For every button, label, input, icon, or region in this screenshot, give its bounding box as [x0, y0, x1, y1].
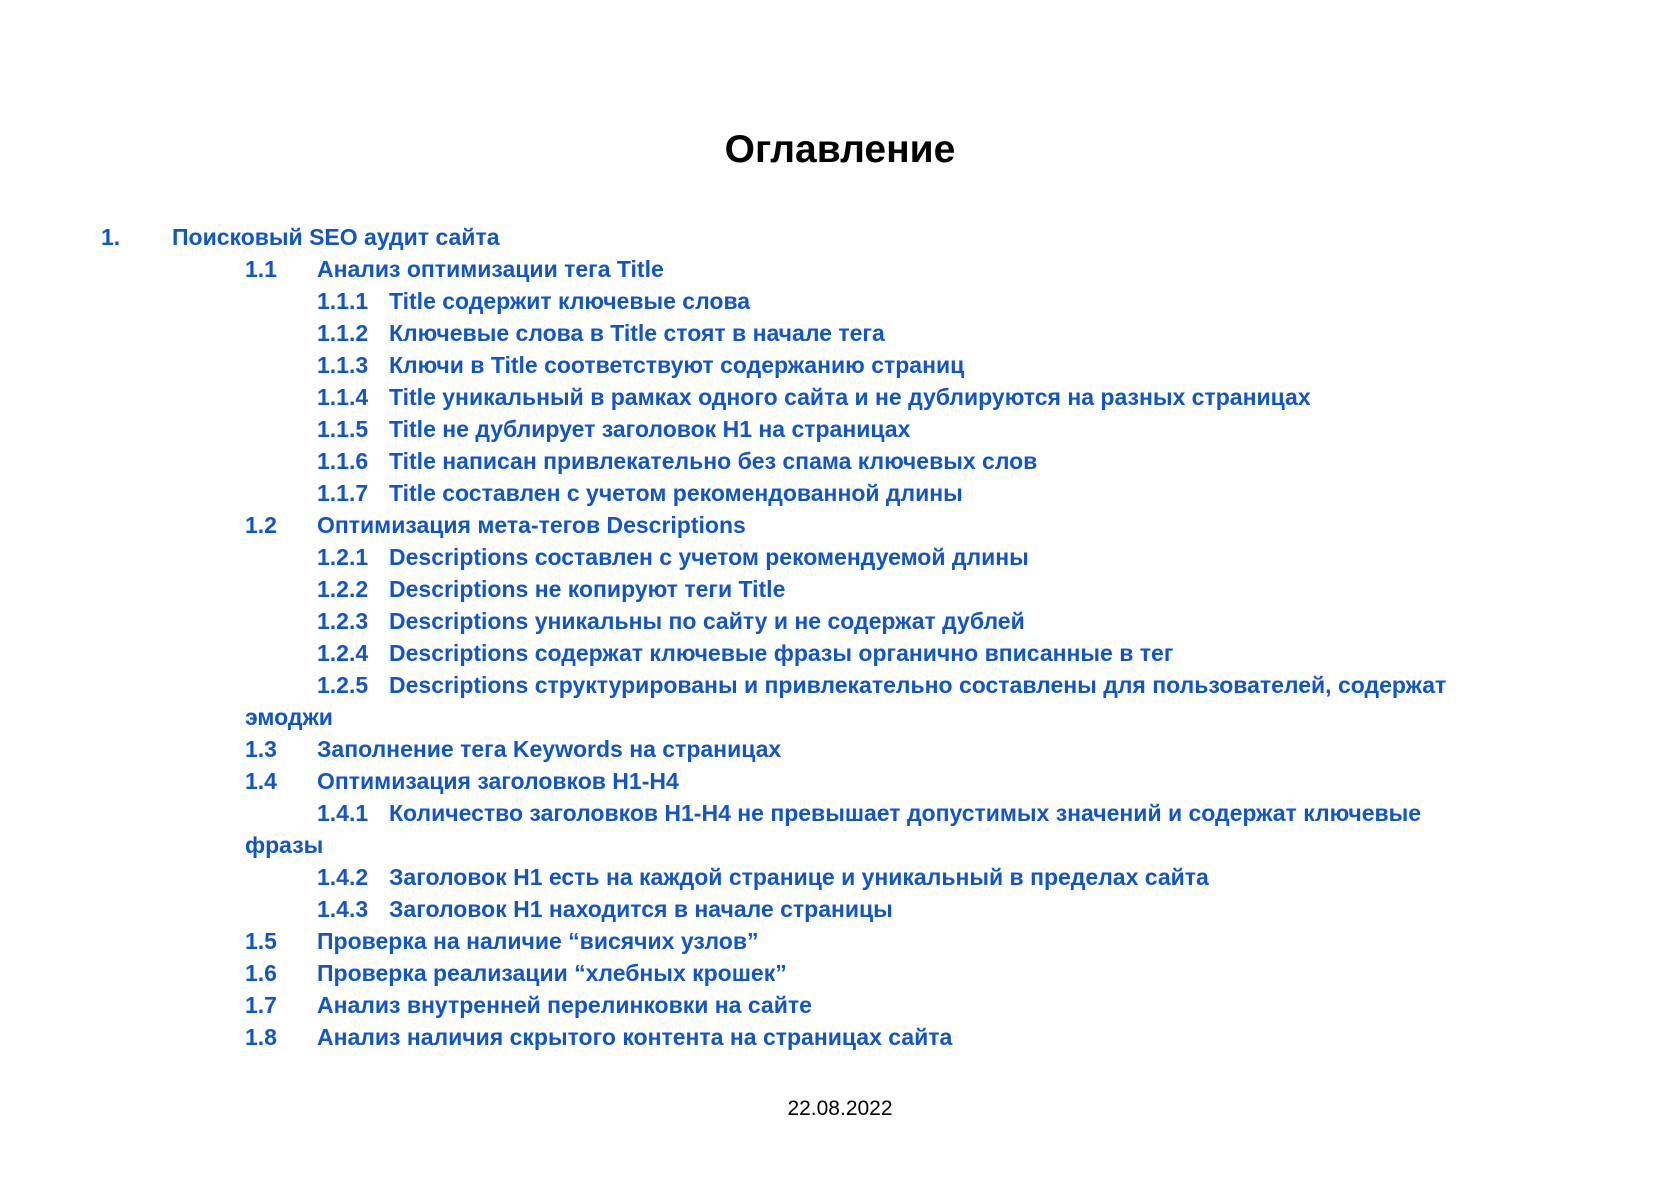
toc-link-1-2-5[interactable] [0, 669, 1680, 733]
toc-number: 1.2.4 [317, 640, 369, 666]
toc-link-1-4-2[interactable] [0, 861, 1680, 893]
toc-link-1-2-4[interactable] [0, 637, 1680, 669]
toc-text-continuation: эмоджи [245, 704, 333, 730]
toc-number: 1.8 [245, 1024, 277, 1050]
toc-text: Проверка реализации “хлебных крошек” [317, 960, 787, 986]
toc-link-1-4[interactable] [0, 765, 1680, 797]
toc-link-1-5[interactable] [0, 925, 1680, 957]
toc-text: Descriptions составлен с учетом рекомендуемой длины [389, 544, 1029, 570]
toc-link-1-2[interactable] [0, 509, 1680, 541]
toc-number: 1.1.4 [317, 384, 369, 410]
toc-number: 1. [101, 224, 121, 250]
toc-text: Поисковый SEO аудит сайта [172, 224, 500, 250]
toc-link-1-1-5[interactable] [0, 413, 1680, 445]
toc-number: 1.2 [245, 512, 277, 538]
toc-link-1-7[interactable] [0, 989, 1680, 1021]
toc-number: 1.4 [245, 768, 277, 794]
toc-link-1-1-4[interactable] [0, 381, 1680, 413]
footer-date: 22.08.2022 [787, 1097, 893, 1120]
toc-text: Анализ оптимизации тега Title [317, 256, 664, 282]
toc-text: Ключевые слова в Title стоят в начале тега [389, 320, 885, 346]
toc-text: Заголовок H1 находится в начале страницы [389, 896, 893, 922]
toc-number: 1.1.5 [317, 416, 369, 442]
toc-number: 1.4.3 [317, 896, 369, 922]
toc-number: 1.1 [245, 256, 277, 282]
toc-text: Title написан привлекательно без спама ключевых слов [389, 448, 1038, 474]
toc-text: Анализ наличия скрытого контента на страницах сайта [317, 1024, 953, 1050]
toc-link-1-4-1[interactable] [0, 797, 1680, 861]
table-of-contents [0, 221, 1680, 1053]
toc-link-1-3[interactable] [0, 733, 1680, 765]
toc-number: 1.6 [245, 960, 277, 986]
toc-number: 1.7 [245, 992, 277, 1018]
toc-link-1-1-2[interactable] [0, 317, 1680, 349]
toc-number: 1.5 [245, 928, 277, 954]
toc-number: 1.2.5 [317, 672, 369, 698]
toc-text: Title не дублирует заголовок H1 на страницах [389, 416, 911, 442]
toc-text: Оптимизация заголовков H1-H4 [317, 768, 679, 794]
toc-link-1-1-7[interactable] [0, 477, 1680, 509]
toc-text: Ключи в Title соответствуют содержанию страниц [389, 352, 965, 378]
toc-number: 1.4.1 [317, 800, 369, 826]
toc-text: Заполнение тега Keywords на страницах [317, 736, 782, 762]
toc-number: 1.1.1 [317, 288, 369, 314]
toc-text: Title составлен с учетом рекомендованной длины [389, 480, 963, 506]
toc-link-1-1[interactable] [0, 253, 1680, 285]
toc-text: Title уникальный в рамках одного сайта и не дублируются на разных страницах [389, 384, 1311, 410]
toc-text-continuation: фразы [245, 832, 324, 858]
toc-number: 1.1.7 [317, 480, 369, 506]
toc-link-1-1-1[interactable] [0, 285, 1680, 317]
toc-text: Descriptions структурированы и привлекательно составлены для пользователей, содержат [389, 672, 1447, 698]
page-title: Оглавление [724, 128, 956, 171]
toc-number: 1.1.3 [317, 352, 369, 378]
toc-number: 1.4.2 [317, 864, 369, 890]
toc-number: 1.1.2 [317, 320, 369, 346]
toc-text: Оптимизация мета-тегов Descriptions [317, 512, 746, 538]
toc-text: Descriptions уникальны по сайту и не содержат дублей [389, 608, 1025, 634]
toc-link-1-1-3[interactable] [0, 349, 1680, 381]
toc-text: Анализ внутренней перелинковки на сайте [317, 992, 812, 1018]
toc-number: 1.2.1 [317, 544, 369, 570]
toc-link-1-2-1[interactable] [0, 541, 1680, 573]
toc-text: Проверка на наличие “висячих узлов” [317, 928, 759, 954]
toc-text: Title содержит ключевые слова [389, 288, 751, 314]
toc-number: 1.2.3 [317, 608, 369, 634]
toc-link-1-2-3[interactable] [0, 605, 1680, 637]
toc-text: Количество заголовков H1-H4 не превышает допустимых значений и содержат ключевые [389, 800, 1422, 826]
toc-text: Descriptions содержат ключевые фразы органично вписанные в тег [389, 640, 1174, 666]
toc-text: Заголовок H1 есть на каждой странице и уникальный в пределах сайта [389, 864, 1209, 890]
toc-link-1-8[interactable] [0, 1021, 1680, 1053]
toc-number: 1.3 [245, 736, 277, 762]
toc-link-1-1-6[interactable] [0, 445, 1680, 477]
toc-number: 1.2.2 [317, 576, 369, 602]
toc-link-1-2-2[interactable] [0, 573, 1680, 605]
toc-link-1-6[interactable] [0, 957, 1680, 989]
toc-link-1-4-3[interactable] [0, 893, 1680, 925]
toc-text: Descriptions не копируют теги Title [389, 576, 786, 602]
toc-link-1[interactable] [0, 221, 1680, 253]
toc-number: 1.1.6 [317, 448, 369, 474]
